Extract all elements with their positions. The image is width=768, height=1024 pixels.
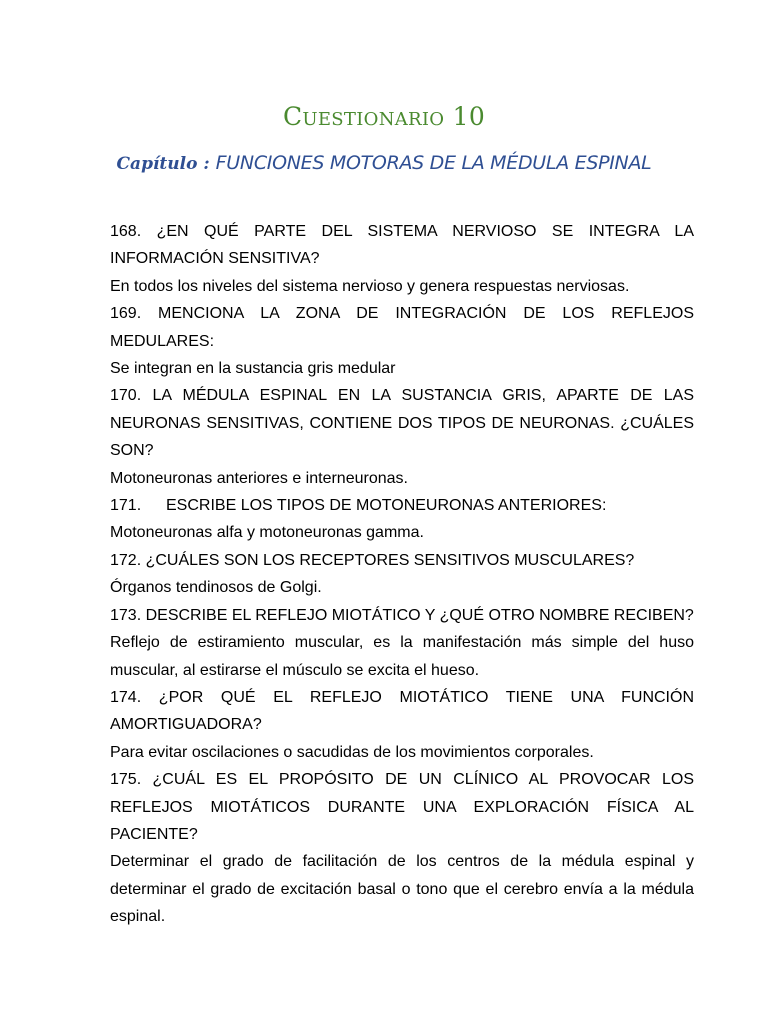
answer-174: Para evitar oscilaciones o sacudidas de los movimientos corporales. (110, 743, 594, 761)
chapter-label: Capítulo : (116, 154, 210, 174)
answer-169: Se integran en la sustancia gris medular (110, 360, 396, 378)
chapter-title: FUNCIONES MOTORAS DE LA MÉDULA ESPINAL (215, 152, 652, 174)
chapter-heading (0, 152, 768, 174)
question-169: 169. MENCIONA LA ZONA DE INTEGRACIÓN DE LOS REFLEJOS MEDULARES: (110, 305, 694, 350)
question-171-number: 171. (110, 497, 142, 515)
document-title: Cuestionario 10 (282, 102, 486, 131)
question-173: 173. DESCRIBE EL REFLEJO MIOTÁTICO Y ¿QUÉ OTRO NOMBRE RECIBEN? (110, 606, 694, 624)
answer-171: Motoneuronas alfa y motoneuronas gamma. (110, 524, 424, 542)
answer-173: Reflejo de estiramiento muscular, es la manifestación más simple del huso muscular, al estirarse el músculo se excita el hueso. (110, 634, 694, 679)
answer-175: Determinar el grado de facilitación de los centros de la médula espinal y determinar el grado de excitación basal o tono que el cerebro envía a la médula espinal. (110, 853, 694, 926)
answer-170: Motoneuronas anteriores e interneuronas. (110, 469, 408, 487)
question-168: 168. ¿EN QUÉ PARTE DEL SISTEMA NERVIOSO SE INTEGRA LA INFORMACIÓN SENSITIVA? (110, 223, 694, 268)
question-172: 172. ¿CUÁLES SON LOS RECEPTORES SENSITIVOS MUSCULARES? (110, 551, 635, 569)
question-171 (110, 492, 694, 519)
answer-172: Órganos tendinosos de Golgi. (110, 579, 322, 597)
questionnaire-body (110, 218, 694, 931)
question-175: 175. ¿CUÁL ES EL PROPÓSITO DE UN CLÍNICO AL PROVOCAR LOS REFLEJOS MIOTÁTICOS DURANTE UNA EXPLORACIÓN FÍSICA AL PACIENTE? (110, 771, 694, 843)
answer-168: En todos los niveles del sistema nervioso y genera respuestas nerviosas. (110, 277, 630, 295)
question-170: 170. LA MÉDULA ESPINAL EN LA SUSTANCIA GRIS, APARTE DE LAS NEURONAS SENSITIVAS, CONTIENE DOS TIPOS DE NEURONAS. ¿CUÁLES SON? (110, 387, 694, 460)
question-174: 174. ¿POR QUÉ EL REFLEJO MIOTÁTICO TIENE UNA FUNCIÓN AMORTIGUADORA? (110, 688, 694, 734)
question-171-text: ESCRIBE LOS TIPOS DE MOTONEURONAS ANTERIORES: (166, 497, 607, 515)
